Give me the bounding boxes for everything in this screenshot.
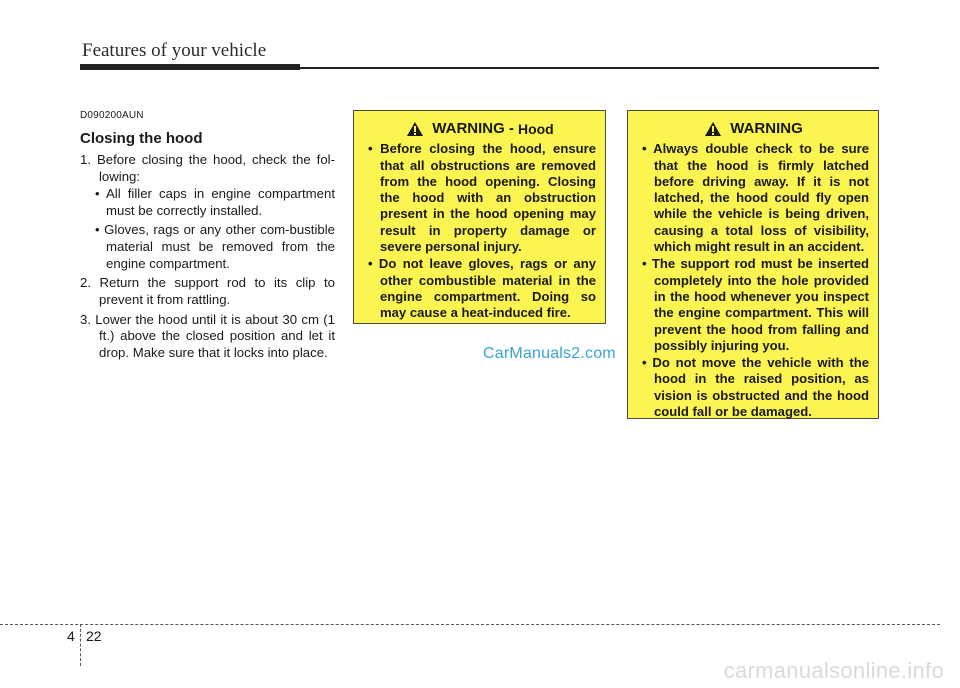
warning-item: • The support rod must be inserted completely into the hole provided in the hood whenever you inspect the engine compartment. This will prevent the hood from falling and possibly injuring you. bbox=[642, 256, 869, 353]
step-1-item-1: • All filler caps in engine compartment must be correctly installed. bbox=[95, 185, 335, 218]
step-2: 2. Return the support rod to its clip to prevent it from rattling. bbox=[80, 275, 335, 308]
step-1-item-2: • Gloves, rags or any other com-bustible material must be removed from the engine compartment. bbox=[95, 222, 335, 271]
site-watermark[interactable]: carmanualsonline.info bbox=[723, 658, 944, 683]
warning-triangle-icon bbox=[406, 121, 424, 137]
closing-hood-section bbox=[80, 108, 335, 362]
footer-rule bbox=[0, 624, 940, 625]
warning-box-general bbox=[627, 110, 879, 419]
warning-item: • Do not move the vehicle with the hood in the raised position, as vision is obstructed and the hood could fall or be damaged. bbox=[642, 355, 869, 420]
warning-box-hood bbox=[353, 110, 606, 324]
warning-title: WARNING - bbox=[432, 120, 514, 137]
page-header-title: Features of your vehicle bbox=[82, 40, 267, 61]
warning-heading bbox=[364, 121, 596, 137]
warning-heading bbox=[638, 121, 869, 137]
document-code: D090200AUN bbox=[80, 110, 144, 121]
warning-title-suffix: Hood bbox=[517, 121, 554, 137]
chapter-number: 4 bbox=[67, 628, 75, 644]
warning-triangle-icon bbox=[704, 121, 722, 137]
footer-divider bbox=[80, 624, 81, 666]
header-rule-thick bbox=[80, 64, 300, 70]
page-number: 22 bbox=[86, 628, 102, 644]
warning-item: • Do not leave gloves, rags or any other combustible material in the engine compartment. Doing so may cause a heat-induced fire. bbox=[368, 256, 596, 321]
warning-item: • Always double check to be sure that the hood is firmly latched before driving away. If it is not latched, the hood could fly open while the vehicle is being driven, causing a total loss of visibility, which might result in an accident. bbox=[642, 141, 869, 255]
section-title: Closing the hood bbox=[80, 129, 203, 147]
watermark-link[interactable]: CarManuals2.com bbox=[483, 345, 616, 362]
warning-item: • Before closing the hood, ensure that all obstructions are removed from the hood opening. Closing the hood with an obstruction present in the hood opening may result in property damage or severe personal injury. bbox=[368, 141, 596, 255]
step-1: 1. Before closing the hood, check the fol-lowing: bbox=[80, 152, 335, 185]
warning-title: WARNING bbox=[730, 120, 803, 137]
header-rule-thin bbox=[300, 67, 879, 69]
step-3: 3. Lower the hood until it is about 30 cm (1 ft.) above the closed position and let it drop. Make sure that it locks into place. bbox=[80, 311, 335, 361]
